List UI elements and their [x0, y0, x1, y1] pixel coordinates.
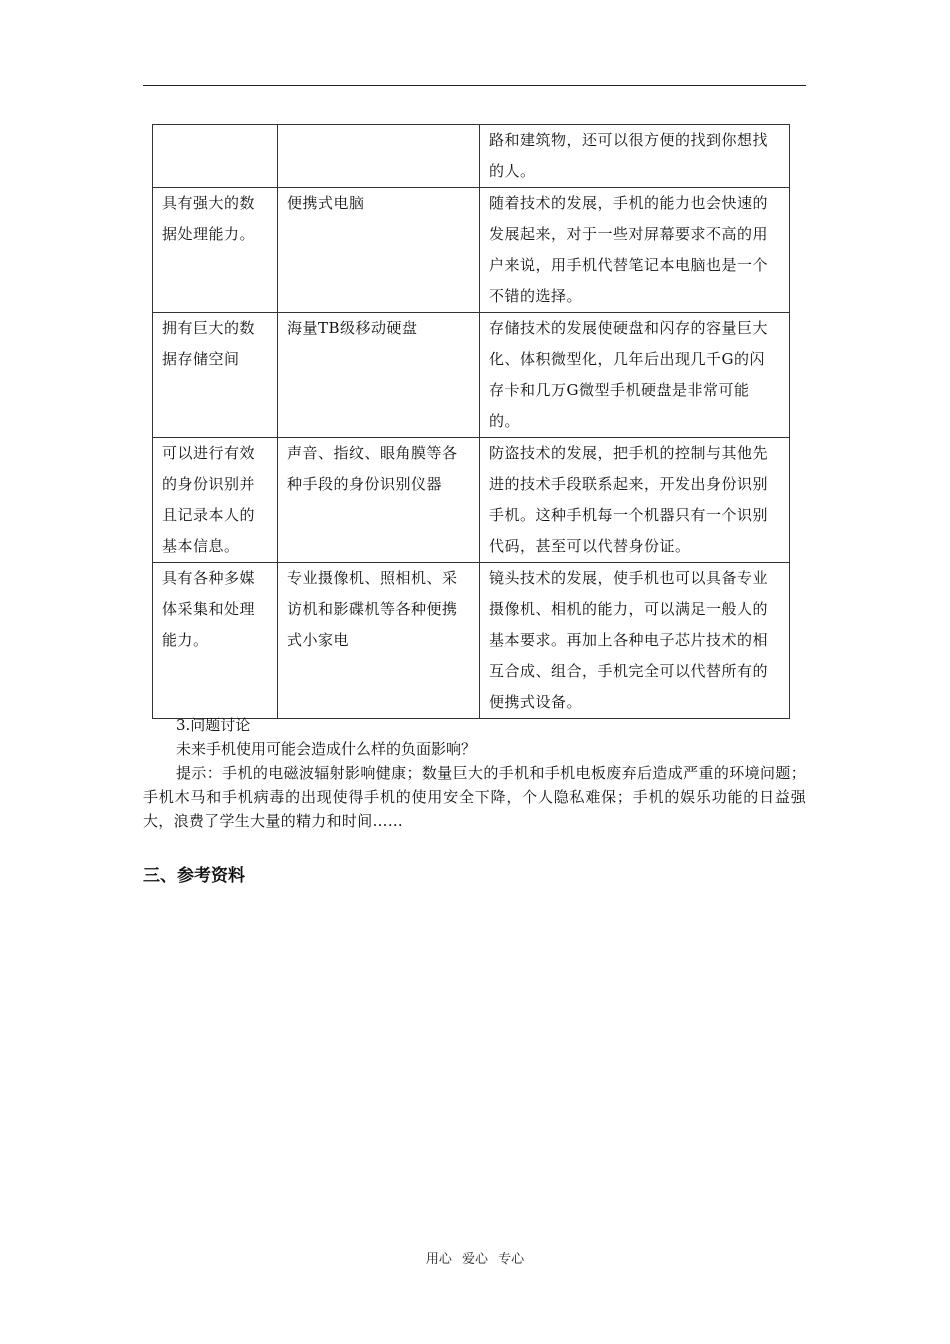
- product-cell: [278, 125, 480, 188]
- product-cell: 声音、指纹、眼角膜等各种手段的身份识别仪器: [278, 438, 480, 563]
- feature-cell: [153, 125, 278, 188]
- feature-cell: 具有各种多媒体采集和处理能力。: [153, 563, 278, 719]
- description-cell: 随着技术的发展，手机的能力也会快速的发展起来，对于一些对屏幕要求不高的用户来说，用手机代替笔记本电脑也是一个不错的选择。: [480, 188, 790, 313]
- table-row: [153, 125, 790, 188]
- discussion-heading: 3.问题讨论: [176, 716, 251, 734]
- table-row: [153, 188, 790, 313]
- feature-cell: 具有强大的数据处理能力。: [153, 188, 278, 313]
- table-row: [153, 438, 790, 563]
- feature-table: [152, 124, 790, 719]
- feature-cell: 拥有巨大的数据存储空间: [153, 313, 278, 438]
- product-cell: 专业摄像机、照相机、采访机和影碟机等各种便携式小家电: [278, 563, 480, 719]
- discussion-hint: 提示：手机的电磁波辐射影响健康；数量巨大的手机和手机电板废弃后造成严重的环境问题；手机木马和手机病毒的出现使得手机的使用安全下降，个人隐私难保；手机的娱乐功能的日益强大，浪费了学生大量的精力和时间……: [143, 764, 806, 830]
- description-cell: 存储技术的发展使硬盘和闪存的容量巨大化、体积微型化，几年后出现几千G的闪存卡和几万G微型手机硬盘是非常可能的。: [480, 313, 790, 438]
- description-cell: 镜头技术的发展，使手机也可以具备专业摄像机、相机的能力，可以满足一般人的基本要求。再加上各种电子芯片技术的相互合成、组合，手机完全可以代替所有的便携式设备。: [480, 563, 790, 719]
- discussion-question: 未来手机使用可能会造成什么样的负面影响？: [176, 740, 477, 758]
- discussion-section: [143, 713, 806, 833]
- product-cell: 海量TB级移动硬盘: [278, 313, 480, 438]
- description-cell: 路和建筑物，还可以很方便的找到你想找的人。: [480, 125, 790, 188]
- section-title: 三、参考资料: [143, 866, 245, 886]
- table-row: [153, 313, 790, 438]
- description-cell: 防盗技术的发展，把手机的控制与其他先进的技术手段联系起来，开发出身份识别手机。这种手机每一个机器只有一个识别代码，甚至可以代替身份证。: [480, 438, 790, 563]
- table-row: [153, 563, 790, 719]
- product-cell: 便携式电脑: [278, 188, 480, 313]
- header-rule: [143, 85, 806, 86]
- page-footer: 用心 爱心 专心: [425, 1252, 525, 1267]
- feature-cell: 可以进行有效的身份识别并且记录本人的基本信息。: [153, 438, 278, 563]
